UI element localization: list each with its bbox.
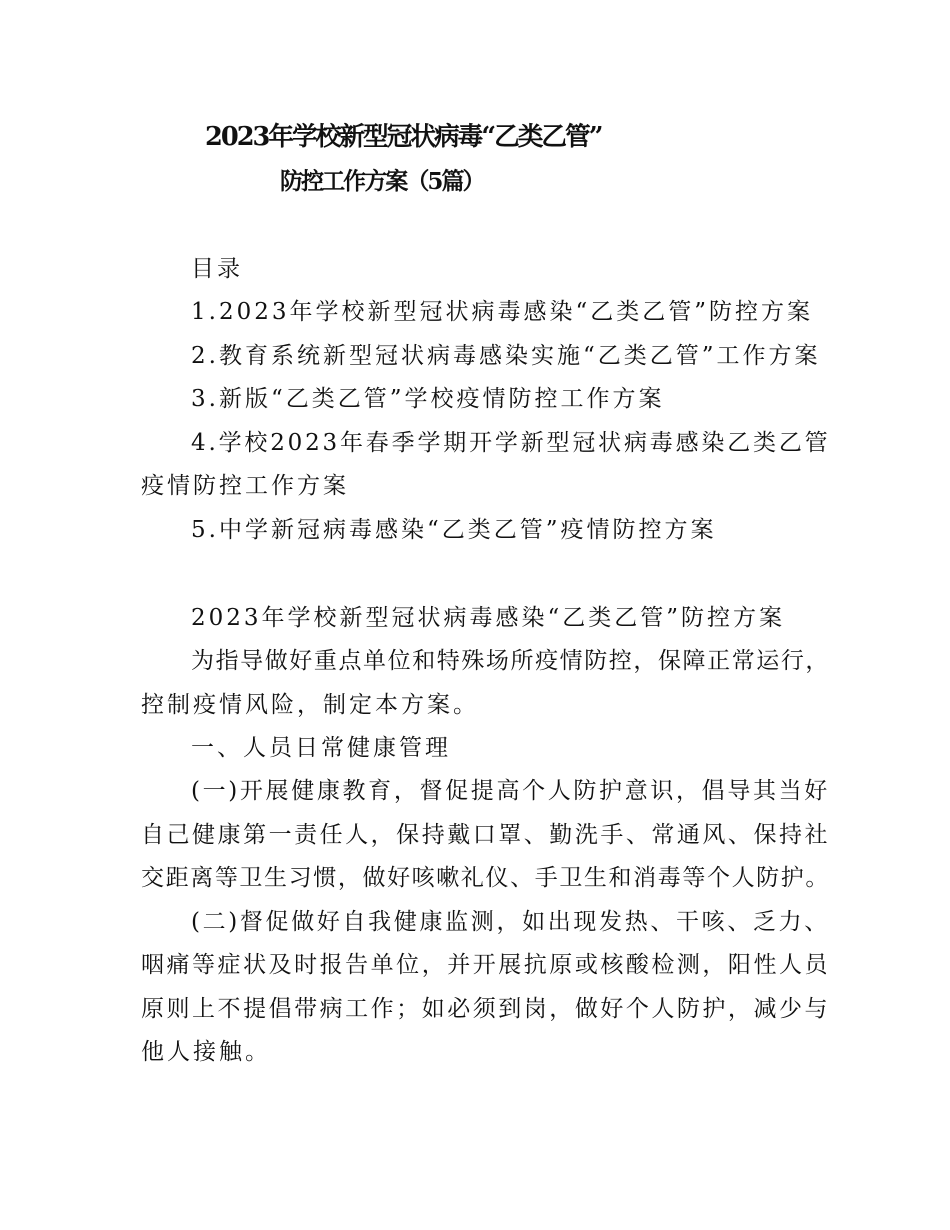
para2-line-2: 咽痛等症状及时报告单位，并开展抗原或核酸检测，阳性人员	[141, 952, 830, 978]
section-title: 2023年学校新型冠状病毒感染“乙类乙管”防控方案	[191, 605, 786, 631]
toc-item-4-continued: 疫情防控工作方案	[141, 473, 349, 499]
para2-line-3: 原则上不提倡带病工作；如必须到岗，做好个人防护，减少与	[141, 996, 830, 1022]
document-title-line1: 2023年学校新型冠状病毒“乙类乙管”	[205, 122, 602, 152]
toc-heading: 目录	[191, 256, 243, 282]
document-title-line2: 防控工作方案（5篇）	[280, 168, 484, 195]
para1-line-1: (一)开展健康教育，督促提高个人防护意识，倡导其当好	[191, 778, 830, 804]
toc-item-4: 4.学校2023年春季学期开学新型冠状病毒感染乙类乙管	[191, 430, 831, 456]
toc-item-1: 1.2023年学校新型冠状病毒感染“乙类乙管”防控方案	[191, 299, 813, 325]
toc-item-5: 5.中学新冠病毒感染“乙类乙管”疫情防控方案	[191, 517, 717, 543]
para2-line-4: 他人接触。	[141, 1039, 271, 1065]
intro-line-2: 控制疫情风险，制定本方案。	[141, 692, 479, 718]
toc-item-2: 2.教育系统新型冠状病毒感染实施“乙类乙管”工作方案	[191, 343, 821, 369]
para1-line-3: 交距离等卫生习惯，做好咳嗽礼仪、手卫生和消毒等个人防护。	[141, 865, 830, 891]
para2-line-1: (二)督促做好自我健康监测，如出现发热、干咳、乏力、	[191, 909, 830, 935]
heading-1: 一、人员日常健康管理	[191, 735, 451, 761]
intro-line-1: 为指导做好重点单位和特殊场所疫情防控，保障正常运行，	[191, 648, 830, 674]
toc-item-3: 3.新版“乙类乙管”学校疫情防控工作方案	[191, 386, 665, 412]
para1-line-2: 自己健康第一责任人，保持戴口罩、勤洗手、常通风、保持社	[141, 822, 830, 848]
